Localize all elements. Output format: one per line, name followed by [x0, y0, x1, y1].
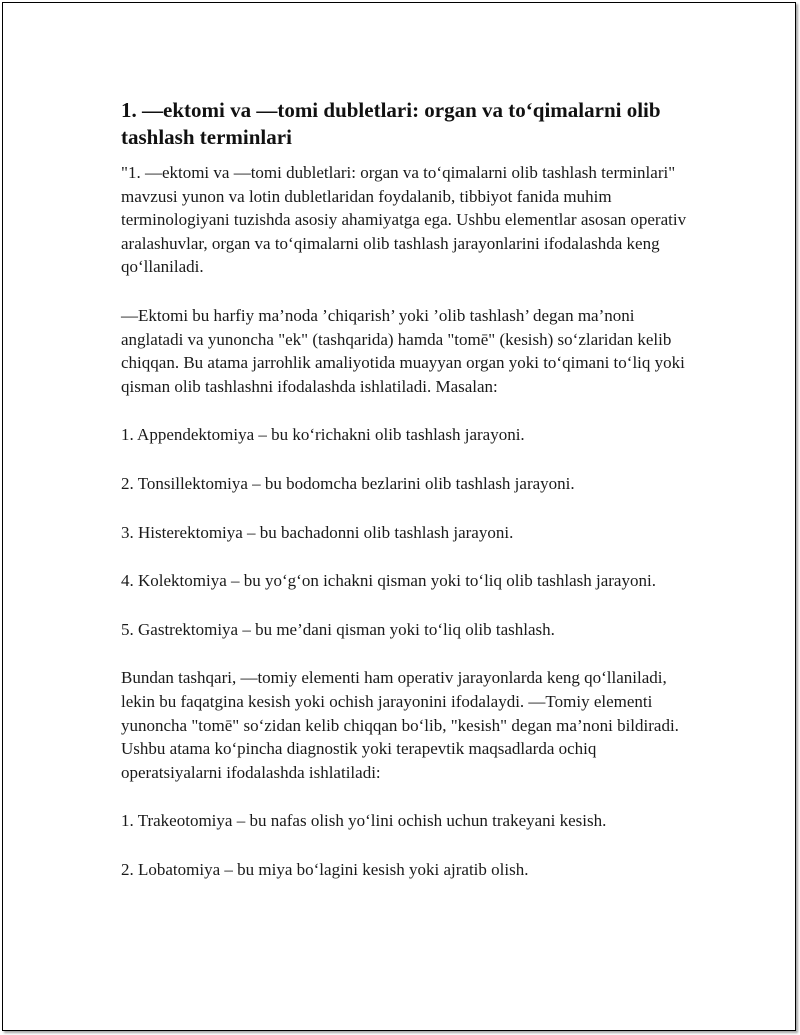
- list-item: 1. Trakeotomiya – bu nafas olish yo‘lini ochish uchun trakeyani kesish.: [121, 811, 607, 831]
- list-item: 4. Kolektomiya – bu yo‘g‘on ichakni qisman yoki to‘liq olib tashlash jarayoni.: [121, 571, 656, 591]
- tomiy-paragraph: Bundan tashqari, —tomiy elementi ham operativ jarayonlarda keng qo‘llaniladi, lekin bu faqatgina kesish yoki ochish jarayonini ifodalaydi. —Tomiy elementi yunoncha "tomē" so‘zidan kelib chiqqan bo‘lib, "kesish" degan ma’noni bildiradi. Ushbu atama ko‘pincha diagnostik yoki terapevtik maqsadlarda ochiq operatsiyalarni ifodalashda ishlatiladi:: [121, 668, 679, 782]
- list-item: 1. Appendektomiya – bu ko‘richakni olib tashlash jarayoni.: [121, 425, 525, 445]
- list-item: 2. Tonsillektomiya – bu bodomcha bezlarini olib tashlash jarayoni.: [121, 473, 575, 493]
- intro-paragraph: "1. —ektomi va —tomi dubletlari: organ va to‘qimalarni olib tashlash terminlari" mavzusi yunon va lotin dubletlaridan foydalanib, tibbiyot fanida muhim terminologiyani tuzishda asosiy ahamiyatga ega. Ushbu elementlar asosan operativ aralashuvlar, organ va to‘qimalarni olib tashlash jarayonlarini ifodalashda keng qo‘llaniladi.: [121, 163, 687, 277]
- document-title: 1. —ektomi va —tomi dubletlari: organ va to‘qimalarni olib tashlash terminlari: [121, 98, 661, 149]
- list-item: 2. Lobatomiya – bu miya bo‘lagini kesish yoki ajratib olish.: [121, 859, 529, 879]
- document-page: [2, 2, 796, 1031]
- list-item: 5. Gastrektomiya – bu me’dani qisman yoki to‘liq olib tashlash.: [121, 619, 555, 639]
- ektomi-paragraph: —Ektomi bu harfiy ma’noda ’chiqarish’ yoki ’olib tashlash’ degan ma’noni anglatadi va yunoncha "ek" (tashqarida) hamda "tomē" (kesish) so‘zlaridan kelib chiqqan. Bu atama jarrohlik amaliyotida muayyan organ yoki to‘qimani to‘liq yoki qisman olib tashlashni ifodalashda ishlatiladi. Masalan:: [121, 305, 685, 396]
- document-body: [121, 97, 693, 906]
- list-item: 3. Histerektomiya – bu bachadonni olib tashlash jarayoni.: [121, 522, 514, 542]
